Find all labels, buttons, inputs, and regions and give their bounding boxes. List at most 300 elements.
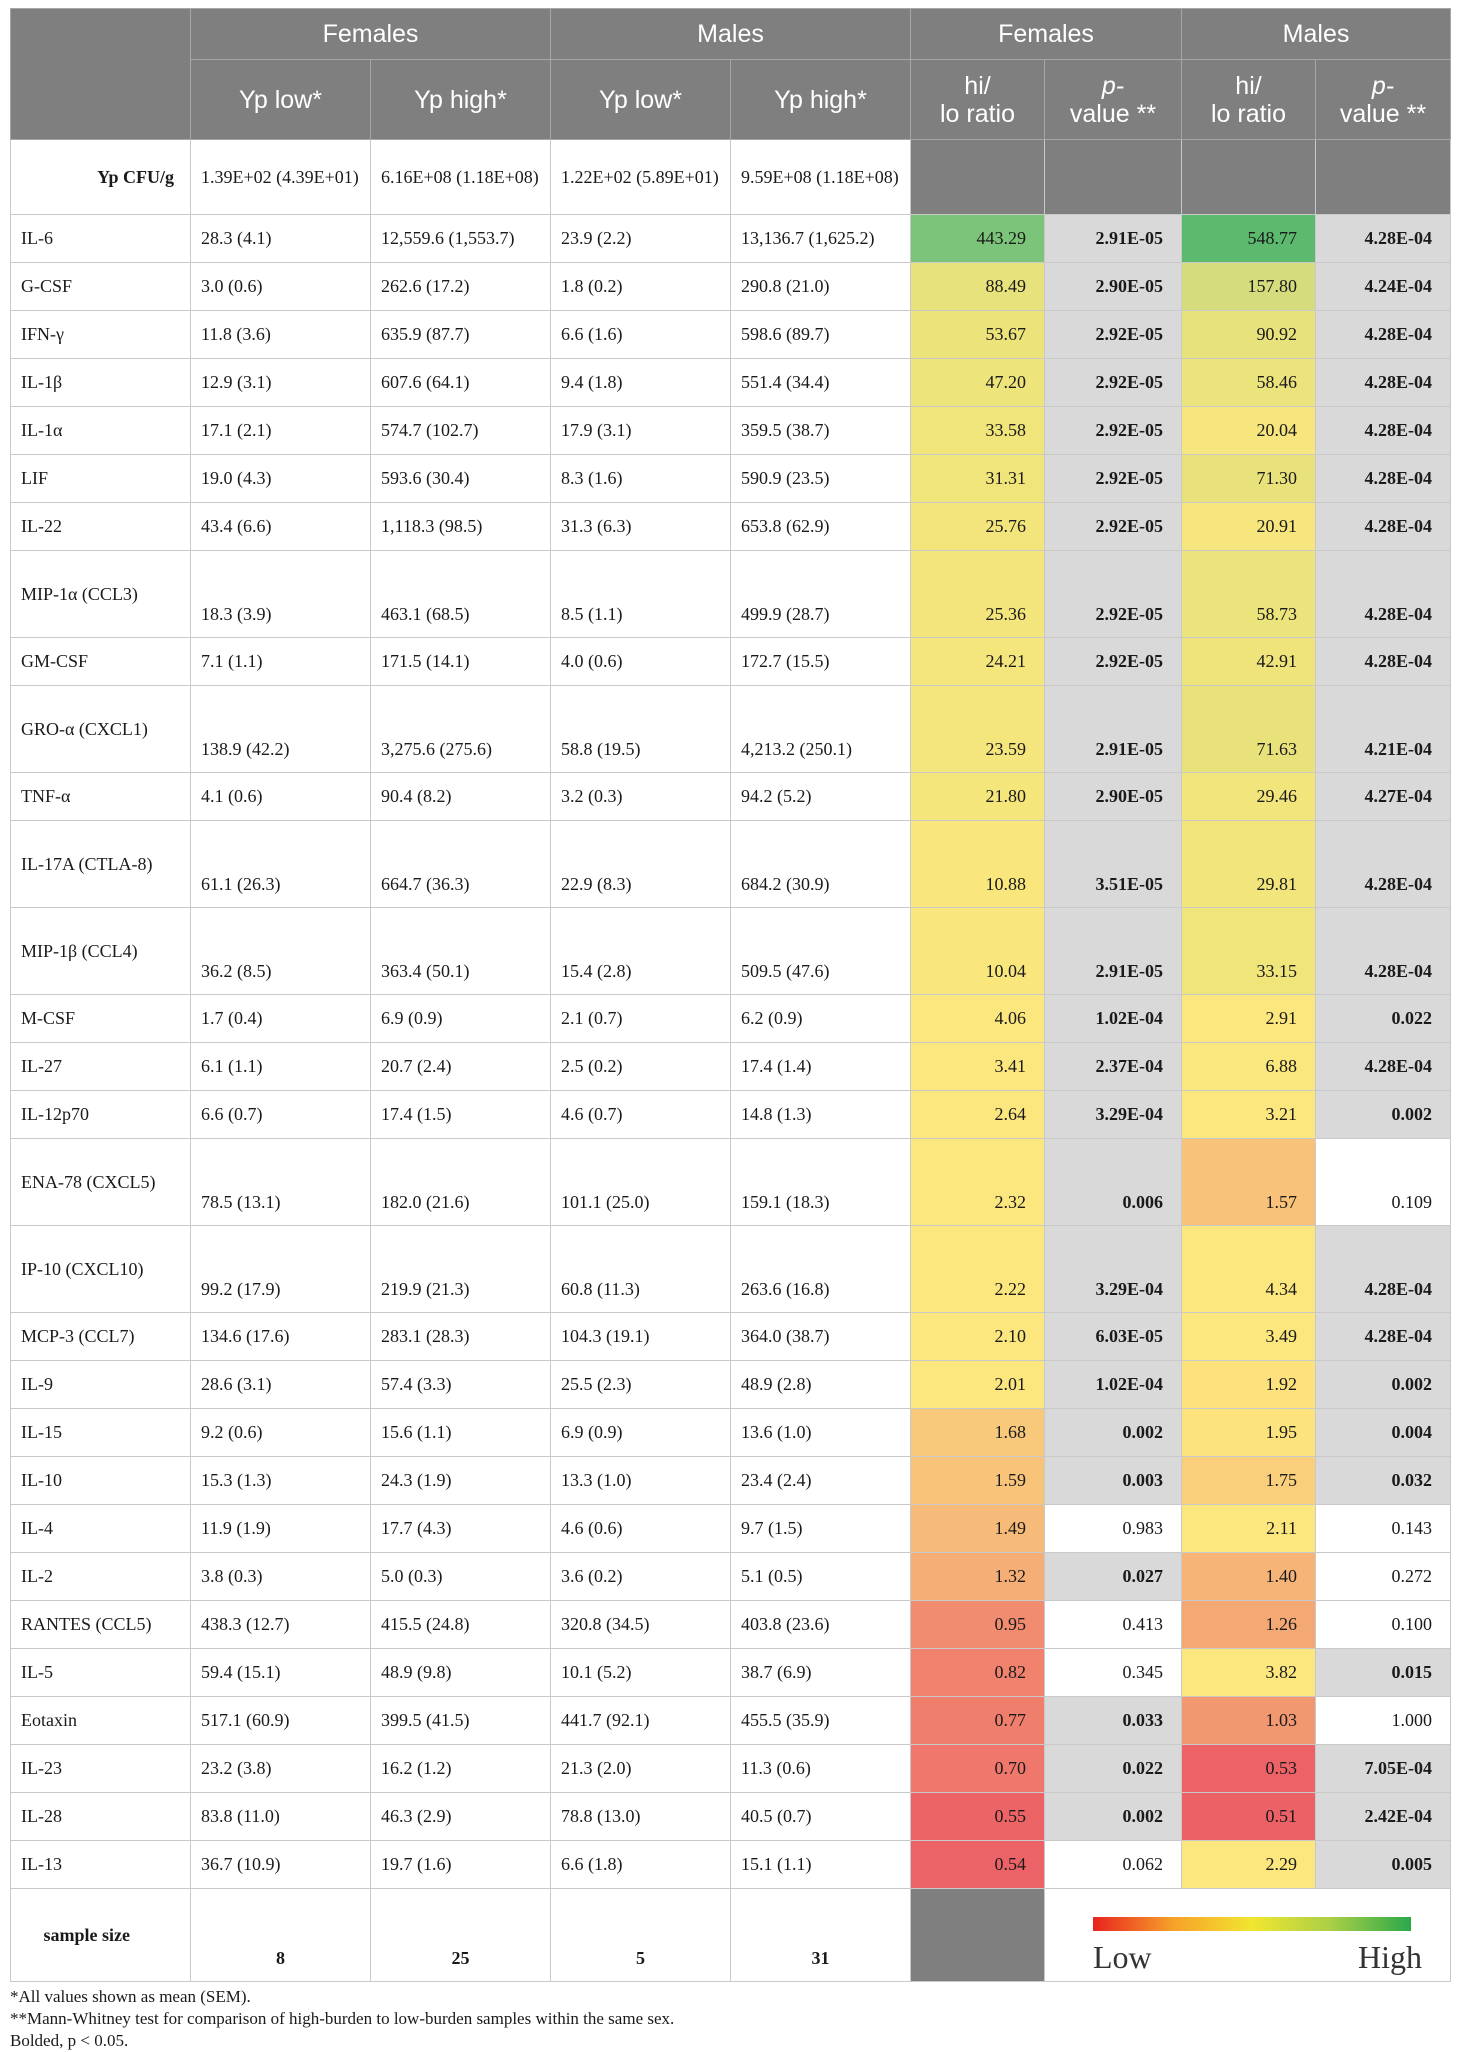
female-pvalue: 2.92E-05 <box>1045 407 1182 455</box>
male-pvalue: 4.28E-04 <box>1316 551 1451 638</box>
male-yp-high-value: 455.5 (35.9) <box>731 1697 911 1745</box>
header-male-yp-high: Yp high* <box>731 60 911 140</box>
female-yp-high-value: 182.0 (21.6) <box>371 1139 551 1226</box>
table-header <box>11 9 1451 140</box>
color-legend <box>1045 1901 1450 1981</box>
male-ratio-value: 71.30 <box>1182 455 1316 503</box>
header-female-yp-low: Yp low* <box>191 60 371 140</box>
female-ratio-value: 3.41 <box>911 1043 1045 1091</box>
male-ratio-value: 1.95 <box>1182 1409 1316 1457</box>
male-ratio-value: 29.81 <box>1182 821 1316 908</box>
table-row <box>11 1409 1451 1457</box>
male-ratio-value: 2.29 <box>1182 1841 1316 1889</box>
male-ratio-value: 90.92 <box>1182 311 1316 359</box>
male-pvalue: 4.28E-04 <box>1316 1043 1451 1091</box>
ratio-line2: lo ratio <box>939 99 1016 128</box>
female-yp-high-value: 664.7 (36.3) <box>371 821 551 908</box>
female-yp-high-value: 262.6 (17.2) <box>371 263 551 311</box>
cfu-female-low: 1.39E+02 (4.39E+01) <box>191 140 371 215</box>
cytokine-name: IL-13 <box>11 1841 191 1889</box>
female-ratio-value: 2.22 <box>911 1226 1045 1313</box>
female-ratio-value: 0.55 <box>911 1793 1045 1841</box>
male-yp-high-value: 40.5 (0.7) <box>731 1793 911 1841</box>
female-yp-low-value: 11.9 (1.9) <box>191 1505 371 1553</box>
male-pvalue: 4.28E-04 <box>1316 638 1451 686</box>
male-yp-low-value: 8.3 (1.6) <box>551 455 731 503</box>
cfu-empty-cell <box>1182 140 1316 215</box>
female-ratio-value: 2.64 <box>911 1091 1045 1139</box>
male-ratio-value: 3.21 <box>1182 1091 1316 1139</box>
female-pvalue: 0.022 <box>1045 1745 1182 1793</box>
male-ratio-value: 0.53 <box>1182 1745 1316 1793</box>
male-yp-low-value: 17.9 (3.1) <box>551 407 731 455</box>
male-ratio-value: 1.75 <box>1182 1457 1316 1505</box>
male-yp-low-value: 8.5 (1.1) <box>551 551 731 638</box>
female-ratio-value: 443.29 <box>911 215 1045 263</box>
female-yp-high-value: 20.7 (2.4) <box>371 1043 551 1091</box>
female-yp-high-value: 574.7 (102.7) <box>371 407 551 455</box>
cytokine-name: LIF <box>11 455 191 503</box>
header-group-males-ratio: Males <box>1182 9 1451 60</box>
male-yp-low-value: 2.1 (0.7) <box>551 995 731 1043</box>
color-legend-cell <box>1045 1889 1451 1982</box>
header-female-yp-high: Yp high* <box>371 60 551 140</box>
male-pvalue: 4.21E-04 <box>1316 686 1451 773</box>
cytokine-name: IL-22 <box>11 503 191 551</box>
male-yp-high-value: 590.9 (23.5) <box>731 455 911 503</box>
cytokine-name: IL-27 <box>11 1043 191 1091</box>
header-group-males: Males <box>551 9 911 60</box>
female-yp-low-value: 438.3 (12.7) <box>191 1601 371 1649</box>
female-ratio-value: 1.49 <box>911 1505 1045 1553</box>
cfu-row <box>11 140 1451 215</box>
male-yp-high-value: 598.6 (89.7) <box>731 311 911 359</box>
footnote-bolded: Bolded, p < 0.05. <box>10 2031 129 2050</box>
table-footer <box>11 1889 1451 1982</box>
male-pvalue: 4.28E-04 <box>1316 503 1451 551</box>
female-pvalue: 0.002 <box>1045 1793 1182 1841</box>
male-yp-low-value: 60.8 (11.3) <box>551 1226 731 1313</box>
female-pvalue: 2.90E-05 <box>1045 263 1182 311</box>
sample-size-male-high: 31 <box>731 1889 911 1982</box>
cytokine-name: IFN-γ <box>11 311 191 359</box>
female-yp-high-value: 219.9 (21.3) <box>371 1226 551 1313</box>
male-yp-high-value: 263.6 (16.8) <box>731 1226 911 1313</box>
female-yp-low-value: 3.0 (0.6) <box>191 263 371 311</box>
male-yp-low-value: 23.9 (2.2) <box>551 215 731 263</box>
p-line1: p- <box>1101 71 1125 100</box>
table-row <box>11 1139 1451 1226</box>
table-row <box>11 1505 1451 1553</box>
male-yp-low-value: 15.4 (2.8) <box>551 908 731 995</box>
female-yp-high-value: 607.6 (64.1) <box>371 359 551 407</box>
cytokine-name: IL-4 <box>11 1505 191 1553</box>
sample-size-label: sample size <box>11 1889 191 1982</box>
cytokine-name: IL-23 <box>11 1745 191 1793</box>
female-pvalue: 2.92E-05 <box>1045 359 1182 407</box>
male-yp-high-value: 4,213.2 (250.1) <box>731 686 911 773</box>
male-yp-high-value: 403.8 (23.6) <box>731 1601 911 1649</box>
male-yp-low-value: 3.6 (0.2) <box>551 1553 731 1601</box>
female-ratio-value: 21.80 <box>911 773 1045 821</box>
female-ratio-value: 88.49 <box>911 263 1045 311</box>
male-yp-high-value: 17.4 (1.4) <box>731 1043 911 1091</box>
female-pvalue: 1.02E-04 <box>1045 1361 1182 1409</box>
cytokine-name: IL-15 <box>11 1409 191 1457</box>
male-pvalue: 4.28E-04 <box>1316 407 1451 455</box>
male-yp-high-value: 38.7 (6.9) <box>731 1649 911 1697</box>
male-yp-high-value: 684.2 (30.9) <box>731 821 911 908</box>
male-pvalue: 4.28E-04 <box>1316 1313 1451 1361</box>
male-yp-low-value: 6.9 (0.9) <box>551 1409 731 1457</box>
female-yp-high-value: 12,559.6 (1,553.7) <box>371 215 551 263</box>
male-yp-high-value: 11.3 (0.6) <box>731 1745 911 1793</box>
cfu-male-low: 1.22E+02 (5.89E+01) <box>551 140 731 215</box>
male-yp-high-value: 364.0 (38.7) <box>731 1313 911 1361</box>
table-row <box>11 995 1451 1043</box>
female-ratio-value: 0.95 <box>911 1601 1045 1649</box>
female-ratio-value: 0.70 <box>911 1745 1045 1793</box>
female-yp-low-value: 28.3 (4.1) <box>191 215 371 263</box>
female-yp-high-value: 593.6 (30.4) <box>371 455 551 503</box>
cytokine-name: IL-28 <box>11 1793 191 1841</box>
header-male-ratio <box>1182 60 1316 140</box>
male-yp-low-value: 4.6 (0.7) <box>551 1091 731 1139</box>
female-pvalue: 2.90E-05 <box>1045 773 1182 821</box>
table-row <box>11 359 1451 407</box>
male-pvalue: 0.004 <box>1316 1409 1451 1457</box>
female-yp-high-value: 16.2 (1.2) <box>371 1745 551 1793</box>
female-yp-low-value: 28.6 (3.1) <box>191 1361 371 1409</box>
female-yp-low-value: 1.7 (0.4) <box>191 995 371 1043</box>
table-row <box>11 1745 1451 1793</box>
ratio-line1: hi/ <box>1235 71 1262 100</box>
cytokine-name: GM-CSF <box>11 638 191 686</box>
male-yp-low-value: 6.6 (1.6) <box>551 311 731 359</box>
male-ratio-value: 58.73 <box>1182 551 1316 638</box>
table-row <box>11 503 1451 551</box>
male-yp-high-value: 172.7 (15.5) <box>731 638 911 686</box>
male-yp-high-value: 23.4 (2.4) <box>731 1457 911 1505</box>
male-pvalue: 0.002 <box>1316 1091 1451 1139</box>
cytokine-name: IL-1α <box>11 407 191 455</box>
male-yp-low-value: 1.8 (0.2) <box>551 263 731 311</box>
cytokine-name: RANTES (CCL5) <box>11 1601 191 1649</box>
cytokine-name: IP-10 (CXCL10) <box>11 1226 191 1313</box>
male-yp-low-value: 21.3 (2.0) <box>551 1745 731 1793</box>
male-pvalue: 0.109 <box>1316 1139 1451 1226</box>
male-ratio-value: 42.91 <box>1182 638 1316 686</box>
header-male-pvalue <box>1316 60 1451 140</box>
male-yp-low-value: 58.8 (19.5) <box>551 686 731 773</box>
male-pvalue: 0.015 <box>1316 1649 1451 1697</box>
male-yp-high-value: 6.2 (0.9) <box>731 995 911 1043</box>
male-pvalue: 0.143 <box>1316 1505 1451 1553</box>
sample-size-empty-cell <box>911 1889 1045 1982</box>
table-row <box>11 455 1451 503</box>
female-yp-low-value: 19.0 (4.3) <box>191 455 371 503</box>
female-yp-low-value: 59.4 (15.1) <box>191 1649 371 1697</box>
female-yp-high-value: 283.1 (28.3) <box>371 1313 551 1361</box>
male-yp-high-value: 13.6 (1.0) <box>731 1409 911 1457</box>
male-pvalue: 0.100 <box>1316 1601 1451 1649</box>
cytokine-name: IL-6 <box>11 215 191 263</box>
female-pvalue: 3.51E-05 <box>1045 821 1182 908</box>
male-yp-low-value: 4.0 (0.6) <box>551 638 731 686</box>
male-yp-low-value: 25.5 (2.3) <box>551 1361 731 1409</box>
female-yp-low-value: 6.6 (0.7) <box>191 1091 371 1139</box>
female-yp-high-value: 57.4 (3.3) <box>371 1361 551 1409</box>
female-pvalue: 0.345 <box>1045 1649 1182 1697</box>
female-ratio-value: 2.01 <box>911 1361 1045 1409</box>
male-yp-high-value: 14.8 (1.3) <box>731 1091 911 1139</box>
cfu-empty-cell <box>911 140 1045 215</box>
female-yp-high-value: 415.5 (24.8) <box>371 1601 551 1649</box>
cfu-male-high: 9.59E+08 (1.18E+08) <box>731 140 911 215</box>
cytokine-name: Eotaxin <box>11 1697 191 1745</box>
female-ratio-value: 23.59 <box>911 686 1045 773</box>
male-pvalue: 4.28E-04 <box>1316 455 1451 503</box>
table-row <box>11 1841 1451 1889</box>
female-pvalue: 0.413 <box>1045 1601 1182 1649</box>
table-row <box>11 1457 1451 1505</box>
table-row <box>11 1793 1451 1841</box>
male-ratio-value: 1.03 <box>1182 1697 1316 1745</box>
male-ratio-value: 58.46 <box>1182 359 1316 407</box>
female-pvalue: 2.92E-05 <box>1045 311 1182 359</box>
female-yp-high-value: 46.3 (2.9) <box>371 1793 551 1841</box>
header-female-ratio <box>911 60 1045 140</box>
female-ratio-value: 1.68 <box>911 1409 1045 1457</box>
male-yp-high-value: 94.2 (5.2) <box>731 773 911 821</box>
female-yp-low-value: 23.2 (3.8) <box>191 1745 371 1793</box>
female-yp-low-value: 78.5 (13.1) <box>191 1139 371 1226</box>
male-yp-high-value: 653.8 (62.9) <box>731 503 911 551</box>
female-ratio-value: 10.04 <box>911 908 1045 995</box>
female-ratio-value: 33.58 <box>911 407 1045 455</box>
legend-low-label: Low <box>1093 1939 1152 1975</box>
male-ratio-value: 4.34 <box>1182 1226 1316 1313</box>
female-pvalue: 0.002 <box>1045 1409 1182 1457</box>
male-ratio-value: 71.63 <box>1182 686 1316 773</box>
male-yp-high-value: 551.4 (34.4) <box>731 359 911 407</box>
male-pvalue: 1.000 <box>1316 1697 1451 1745</box>
cfu-female-high: 6.16E+08 (1.18E+08) <box>371 140 551 215</box>
female-yp-low-value: 6.1 (1.1) <box>191 1043 371 1091</box>
male-ratio-value: 2.91 <box>1182 995 1316 1043</box>
male-ratio-value: 6.88 <box>1182 1043 1316 1091</box>
male-yp-high-value: 290.8 (21.0) <box>731 263 911 311</box>
cytokine-table-container <box>10 8 1450 2052</box>
male-pvalue: 4.28E-04 <box>1316 1226 1451 1313</box>
table-row <box>11 821 1451 908</box>
female-ratio-value: 2.32 <box>911 1139 1045 1226</box>
header-group-females-ratio: Females <box>911 9 1182 60</box>
cytokine-name: IL-10 <box>11 1457 191 1505</box>
female-yp-low-value: 43.4 (6.6) <box>191 503 371 551</box>
male-ratio-value: 548.77 <box>1182 215 1316 263</box>
ratio-line2: lo ratio <box>1210 99 1287 128</box>
female-ratio-value: 0.77 <box>911 1697 1045 1745</box>
male-yp-low-value: 22.9 (8.3) <box>551 821 731 908</box>
female-ratio-value: 31.31 <box>911 455 1045 503</box>
legend-high-label: High <box>1358 1939 1422 1975</box>
header-male-yp-low: Yp low* <box>551 60 731 140</box>
male-yp-low-value: 101.1 (25.0) <box>551 1139 731 1226</box>
male-ratio-value: 20.91 <box>1182 503 1316 551</box>
cytokine-name: IL-2 <box>11 1553 191 1601</box>
male-yp-low-value: 320.8 (34.5) <box>551 1601 731 1649</box>
female-yp-low-value: 11.8 (3.6) <box>191 311 371 359</box>
header-female-pvalue <box>1045 60 1182 140</box>
male-yp-low-value: 78.8 (13.0) <box>551 1793 731 1841</box>
female-pvalue: 2.91E-05 <box>1045 686 1182 773</box>
female-yp-high-value: 48.9 (9.8) <box>371 1649 551 1697</box>
male-pvalue: 4.28E-04 <box>1316 215 1451 263</box>
ratio-line1: hi/ <box>964 71 991 100</box>
male-pvalue: 2.42E-04 <box>1316 1793 1451 1841</box>
female-pvalue: 0.983 <box>1045 1505 1182 1553</box>
male-ratio-value: 20.04 <box>1182 407 1316 455</box>
table-row <box>11 1697 1451 1745</box>
table-row <box>11 1043 1451 1091</box>
female-pvalue: 0.062 <box>1045 1841 1182 1889</box>
female-pvalue: 0.033 <box>1045 1697 1182 1745</box>
footnote-mann-whitney: **Mann-Whitney test for comparison of high-burden to low-burden samples within the same sex. <box>10 2009 675 2028</box>
male-pvalue: 4.28E-04 <box>1316 821 1451 908</box>
female-yp-high-value: 19.7 (1.6) <box>371 1841 551 1889</box>
female-ratio-value: 2.10 <box>911 1313 1045 1361</box>
male-yp-high-value: 499.9 (28.7) <box>731 551 911 638</box>
header-group-females: Females <box>191 9 551 60</box>
cytokine-name: IL-9 <box>11 1361 191 1409</box>
female-yp-low-value: 138.9 (42.2) <box>191 686 371 773</box>
table-row <box>11 1226 1451 1313</box>
female-yp-low-value: 7.1 (1.1) <box>191 638 371 686</box>
male-ratio-value: 157.80 <box>1182 263 1316 311</box>
male-ratio-value: 1.40 <box>1182 1553 1316 1601</box>
female-yp-high-value: 399.5 (41.5) <box>371 1697 551 1745</box>
female-yp-low-value: 3.8 (0.3) <box>191 1553 371 1601</box>
sample-size-row <box>11 1889 1451 1982</box>
female-pvalue: 2.92E-05 <box>1045 503 1182 551</box>
female-yp-high-value: 1,118.3 (98.5) <box>371 503 551 551</box>
female-yp-high-value: 635.9 (87.7) <box>371 311 551 359</box>
female-ratio-value: 1.59 <box>911 1457 1045 1505</box>
female-pvalue: 3.29E-04 <box>1045 1091 1182 1139</box>
male-yp-high-value: 5.1 (0.5) <box>731 1553 911 1601</box>
female-yp-high-value: 6.9 (0.9) <box>371 995 551 1043</box>
cytokine-table <box>10 8 1451 1982</box>
table-row <box>11 1553 1451 1601</box>
table-row <box>11 407 1451 455</box>
table-row <box>11 263 1451 311</box>
table-row <box>11 773 1451 821</box>
female-yp-low-value: 9.2 (0.6) <box>191 1409 371 1457</box>
table-row <box>11 215 1451 263</box>
male-yp-low-value: 31.3 (6.3) <box>551 503 731 551</box>
female-yp-high-value: 3,275.6 (275.6) <box>371 686 551 773</box>
male-yp-high-value: 48.9 (2.8) <box>731 1361 911 1409</box>
table-row <box>11 1649 1451 1697</box>
male-yp-low-value: 6.6 (1.8) <box>551 1841 731 1889</box>
female-ratio-value: 25.76 <box>911 503 1045 551</box>
female-yp-low-value: 36.2 (8.5) <box>191 908 371 995</box>
female-pvalue: 2.92E-05 <box>1045 638 1182 686</box>
p-line1: p- <box>1371 71 1395 100</box>
female-yp-low-value: 18.3 (3.9) <box>191 551 371 638</box>
male-pvalue: 0.032 <box>1316 1457 1451 1505</box>
p-line2: value ** <box>1339 99 1427 128</box>
cfu-label: Yp CFU/g <box>11 140 191 215</box>
female-pvalue: 2.91E-05 <box>1045 215 1182 263</box>
male-yp-low-value: 9.4 (1.8) <box>551 359 731 407</box>
cytokine-name: IL-12p70 <box>11 1091 191 1139</box>
female-pvalue: 0.003 <box>1045 1457 1182 1505</box>
female-ratio-value: 1.32 <box>911 1553 1045 1601</box>
male-ratio-value: 2.11 <box>1182 1505 1316 1553</box>
male-ratio-value: 3.82 <box>1182 1649 1316 1697</box>
cytokine-name: IL-17A (CTLA-8) <box>11 821 191 908</box>
male-ratio-value: 1.57 <box>1182 1139 1316 1226</box>
male-yp-low-value: 441.7 (92.1) <box>551 1697 731 1745</box>
female-ratio-value: 53.67 <box>911 311 1045 359</box>
male-pvalue: 4.28E-04 <box>1316 908 1451 995</box>
female-pvalue: 0.006 <box>1045 1139 1182 1226</box>
male-ratio-value: 29.46 <box>1182 773 1316 821</box>
female-yp-low-value: 17.1 (2.1) <box>191 407 371 455</box>
male-pvalue: 4.27E-04 <box>1316 773 1451 821</box>
male-pvalue: 0.022 <box>1316 995 1451 1043</box>
female-pvalue: 0.027 <box>1045 1553 1182 1601</box>
sample-size-female-low: 8 <box>191 1889 371 1982</box>
female-ratio-value: 0.82 <box>911 1649 1045 1697</box>
female-yp-high-value: 15.6 (1.1) <box>371 1409 551 1457</box>
male-yp-low-value: 3.2 (0.3) <box>551 773 731 821</box>
male-ratio-value: 3.49 <box>1182 1313 1316 1361</box>
female-yp-high-value: 17.4 (1.5) <box>371 1091 551 1139</box>
female-yp-high-value: 363.4 (50.1) <box>371 908 551 995</box>
cytokine-name: MCP-3 (CCL7) <box>11 1313 191 1361</box>
male-ratio-value: 0.51 <box>1182 1793 1316 1841</box>
male-yp-high-value: 359.5 (38.7) <box>731 407 911 455</box>
male-ratio-value: 33.15 <box>1182 908 1316 995</box>
cytokine-name: TNF-α <box>11 773 191 821</box>
table-body <box>11 140 1451 1889</box>
female-yp-low-value: 99.2 (17.9) <box>191 1226 371 1313</box>
female-ratio-value: 25.36 <box>911 551 1045 638</box>
p-line2: value ** <box>1069 99 1157 128</box>
female-yp-low-value: 134.6 (17.6) <box>191 1313 371 1361</box>
cfu-empty-cell <box>1045 140 1182 215</box>
table-row <box>11 908 1451 995</box>
female-pvalue: 2.92E-05 <box>1045 455 1182 503</box>
table-row <box>11 1361 1451 1409</box>
female-ratio-value: 24.21 <box>911 638 1045 686</box>
female-yp-high-value: 24.3 (1.9) <box>371 1457 551 1505</box>
female-yp-low-value: 517.1 (60.9) <box>191 1697 371 1745</box>
female-ratio-value: 0.54 <box>911 1841 1045 1889</box>
male-pvalue: 0.002 <box>1316 1361 1451 1409</box>
table-row <box>11 1601 1451 1649</box>
male-yp-high-value: 509.5 (47.6) <box>731 908 911 995</box>
female-pvalue: 2.92E-05 <box>1045 551 1182 638</box>
cytokine-name: MIP-1α (CCL3) <box>11 551 191 638</box>
cytokine-name: ENA-78 (CXCL5) <box>11 1139 191 1226</box>
cfu-empty-cell <box>1316 140 1451 215</box>
female-yp-high-value: 17.7 (4.3) <box>371 1505 551 1553</box>
table-row <box>11 311 1451 359</box>
